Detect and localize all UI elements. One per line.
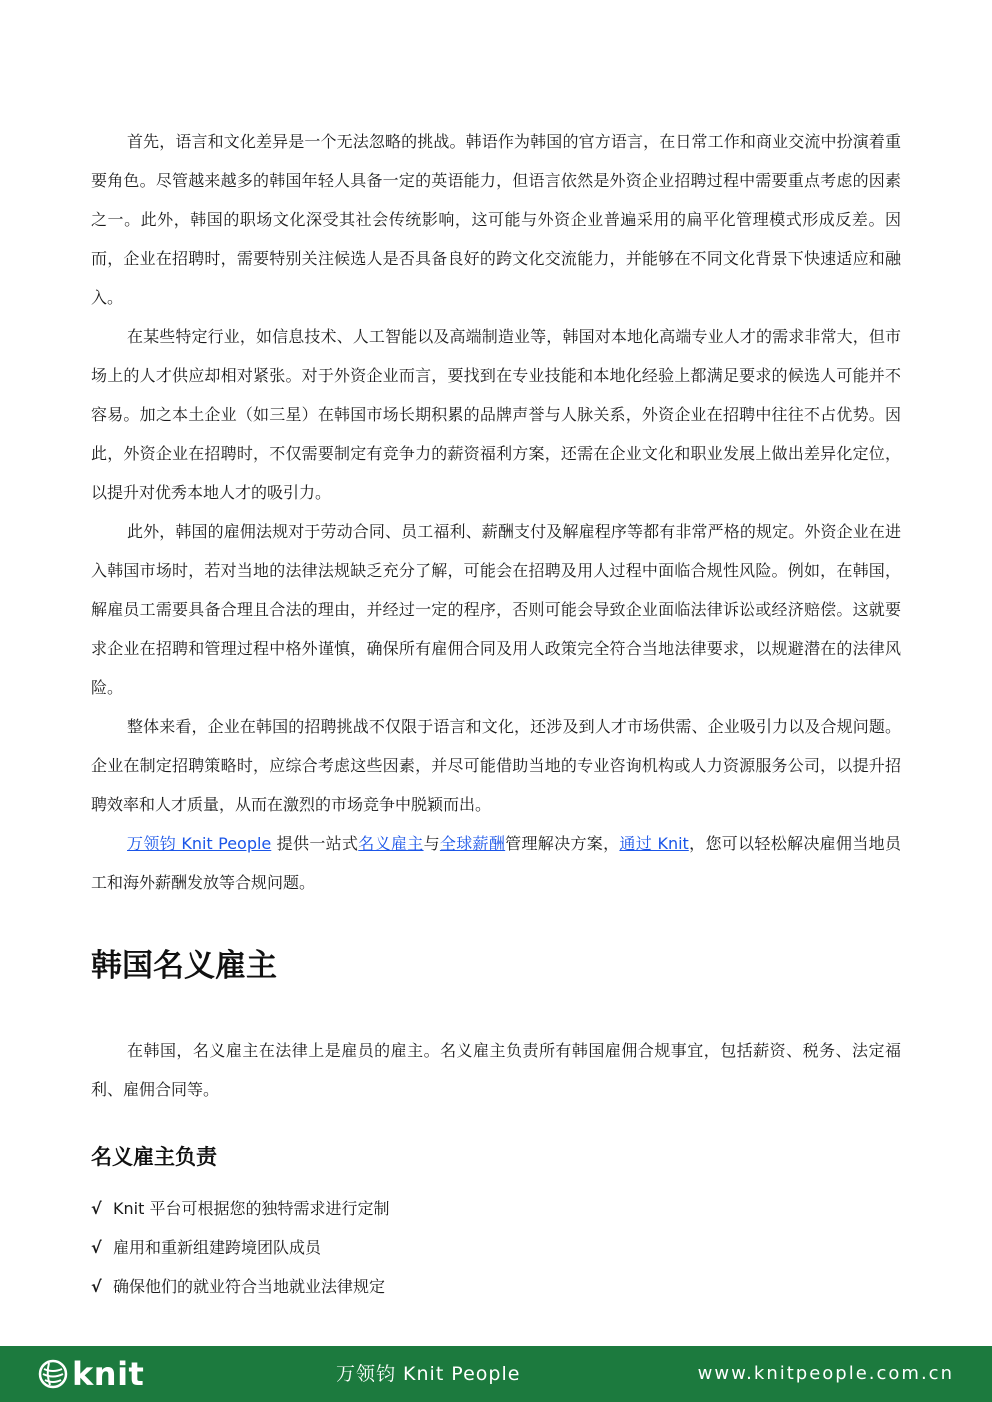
promo-text-1: 提供一站式 [271, 834, 359, 853]
section-title: 韩国名义雇主 [91, 948, 277, 984]
responsibility-list [91, 1189, 901, 1306]
section-subtitle: 名义雇主负责 [91, 1145, 217, 1169]
knit-yarn-icon [38, 1359, 68, 1389]
link-knit-people[interactable]: 万领钧 Knit People [127, 834, 272, 853]
list-item [91, 1189, 901, 1228]
paragraph-language-culture: 首先，语言和文化差异是一个无法忽略的挑战。韩语作为韩国的官方语言，在日常工作和商业交流中扮演着重要角色。尽管越来越多的韩国年轻人具备一定的英语能力，但语言依然是外资企业招聘过程中需要重点考虑的因素之一。此外，韩国的职场文化深受其社会传统影响，这可能与外资企业普遍采用的扁平化管理模式形成反差。因而，企业在招聘时，需要特别关注候选人是否具备良好的跨文化交流能力，并能够在不同文化背景下快速适应和融入。 [91, 132, 901, 307]
link-employer-of-record[interactable]: 名义雇主 [358, 834, 424, 853]
logo-wordmark: knit [72, 1355, 145, 1393]
check-icon: √ [91, 1277, 102, 1296]
knit-logo [38, 1357, 144, 1391]
section-intro: 在韩国，名义雇主在法律上是雇员的雇主。名义雇主负责所有韩国雇佣合规事宜，包括薪资、税务、法定福利、雇佣合同等。 [91, 1041, 901, 1099]
list-item-text: Knit 平台可根据您的独特需求进行定制 [113, 1199, 390, 1218]
document-body [91, 122, 901, 1306]
paragraph-employment-law: 此外，韩国的雇佣法规对于劳动合同、员工福利、薪酬支付及解雇程序等都有非常严格的规定。外资企业在进入韩国市场时，若对当地的法律法规缺乏充分了解，可能会在招聘及用人过程中面临合规性风险。例如，在韩国，解雇员工需要具备合理且合法的理由，并经过一定的程序，否则可能会导致企业面临法律诉讼或经济赔偿。这就要求企业在招聘和管理过程中格外谨慎，确保所有雇佣合同及用人政策完全符合当地法律要求，以规避潜在的法律风险。 [91, 522, 901, 697]
footer-brand-name: 万领钧 Knit People [336, 1363, 521, 1385]
check-icon: √ [91, 1238, 102, 1257]
footer-bar [0, 1346, 992, 1402]
promo-text-2: 与 [423, 834, 440, 853]
paragraph-promo [91, 824, 901, 902]
promo-text-3: 管理解决方案， [505, 834, 620, 853]
link-global-payroll[interactable]: 全球薪酬 [439, 834, 506, 853]
list-item [91, 1267, 901, 1306]
paragraph-talent-market: 在某些特定行业，如信息技术、人工智能以及高端制造业等，韩国对本地化高端专业人才的需求非常大，但市场上的人才供应却相对紧张。对于外资企业而言，要找到在专业技能和本地化经验上都满足要求的候选人可能并不容易。加之本土企业（如三星）在韩国市场长期积累的品牌声誉与人脉关系，外资企业在招聘中往往不占优势。因此，外资企业在招聘时，不仅需要制定有竞争力的薪资福利方案，还需在企业文化和职业发展上做出差异化定位，以提升对优秀本地人才的吸引力。 [91, 327, 901, 502]
promo-text-4: ，您可以轻松解决雇佣当地员工和海外薪酬发放等合规问题。 [91, 834, 901, 892]
list-item-text: 雇用和重新组建跨境团队成员 [113, 1238, 322, 1257]
check-icon: √ [91, 1199, 102, 1218]
list-item [91, 1228, 901, 1267]
link-via-knit[interactable]: 通过 Knit [619, 834, 689, 853]
list-item-text: 确保他们的就业符合当地就业法律规定 [113, 1277, 386, 1296]
paragraph-summary: 整体来看，企业在韩国的招聘挑战不仅限于语言和文化，还涉及到人才市场供需、企业吸引力以及合规问题。企业在制定招聘策略时，应综合考虑这些因素，并尽可能借助当地的专业咨询机构或人力资源服务公司，以提升招聘效率和人才质量，从而在激烈的市场竞争中脱颖而出。 [91, 717, 901, 814]
footer-website: www.knitpeople.com.cn [697, 1363, 954, 1384]
